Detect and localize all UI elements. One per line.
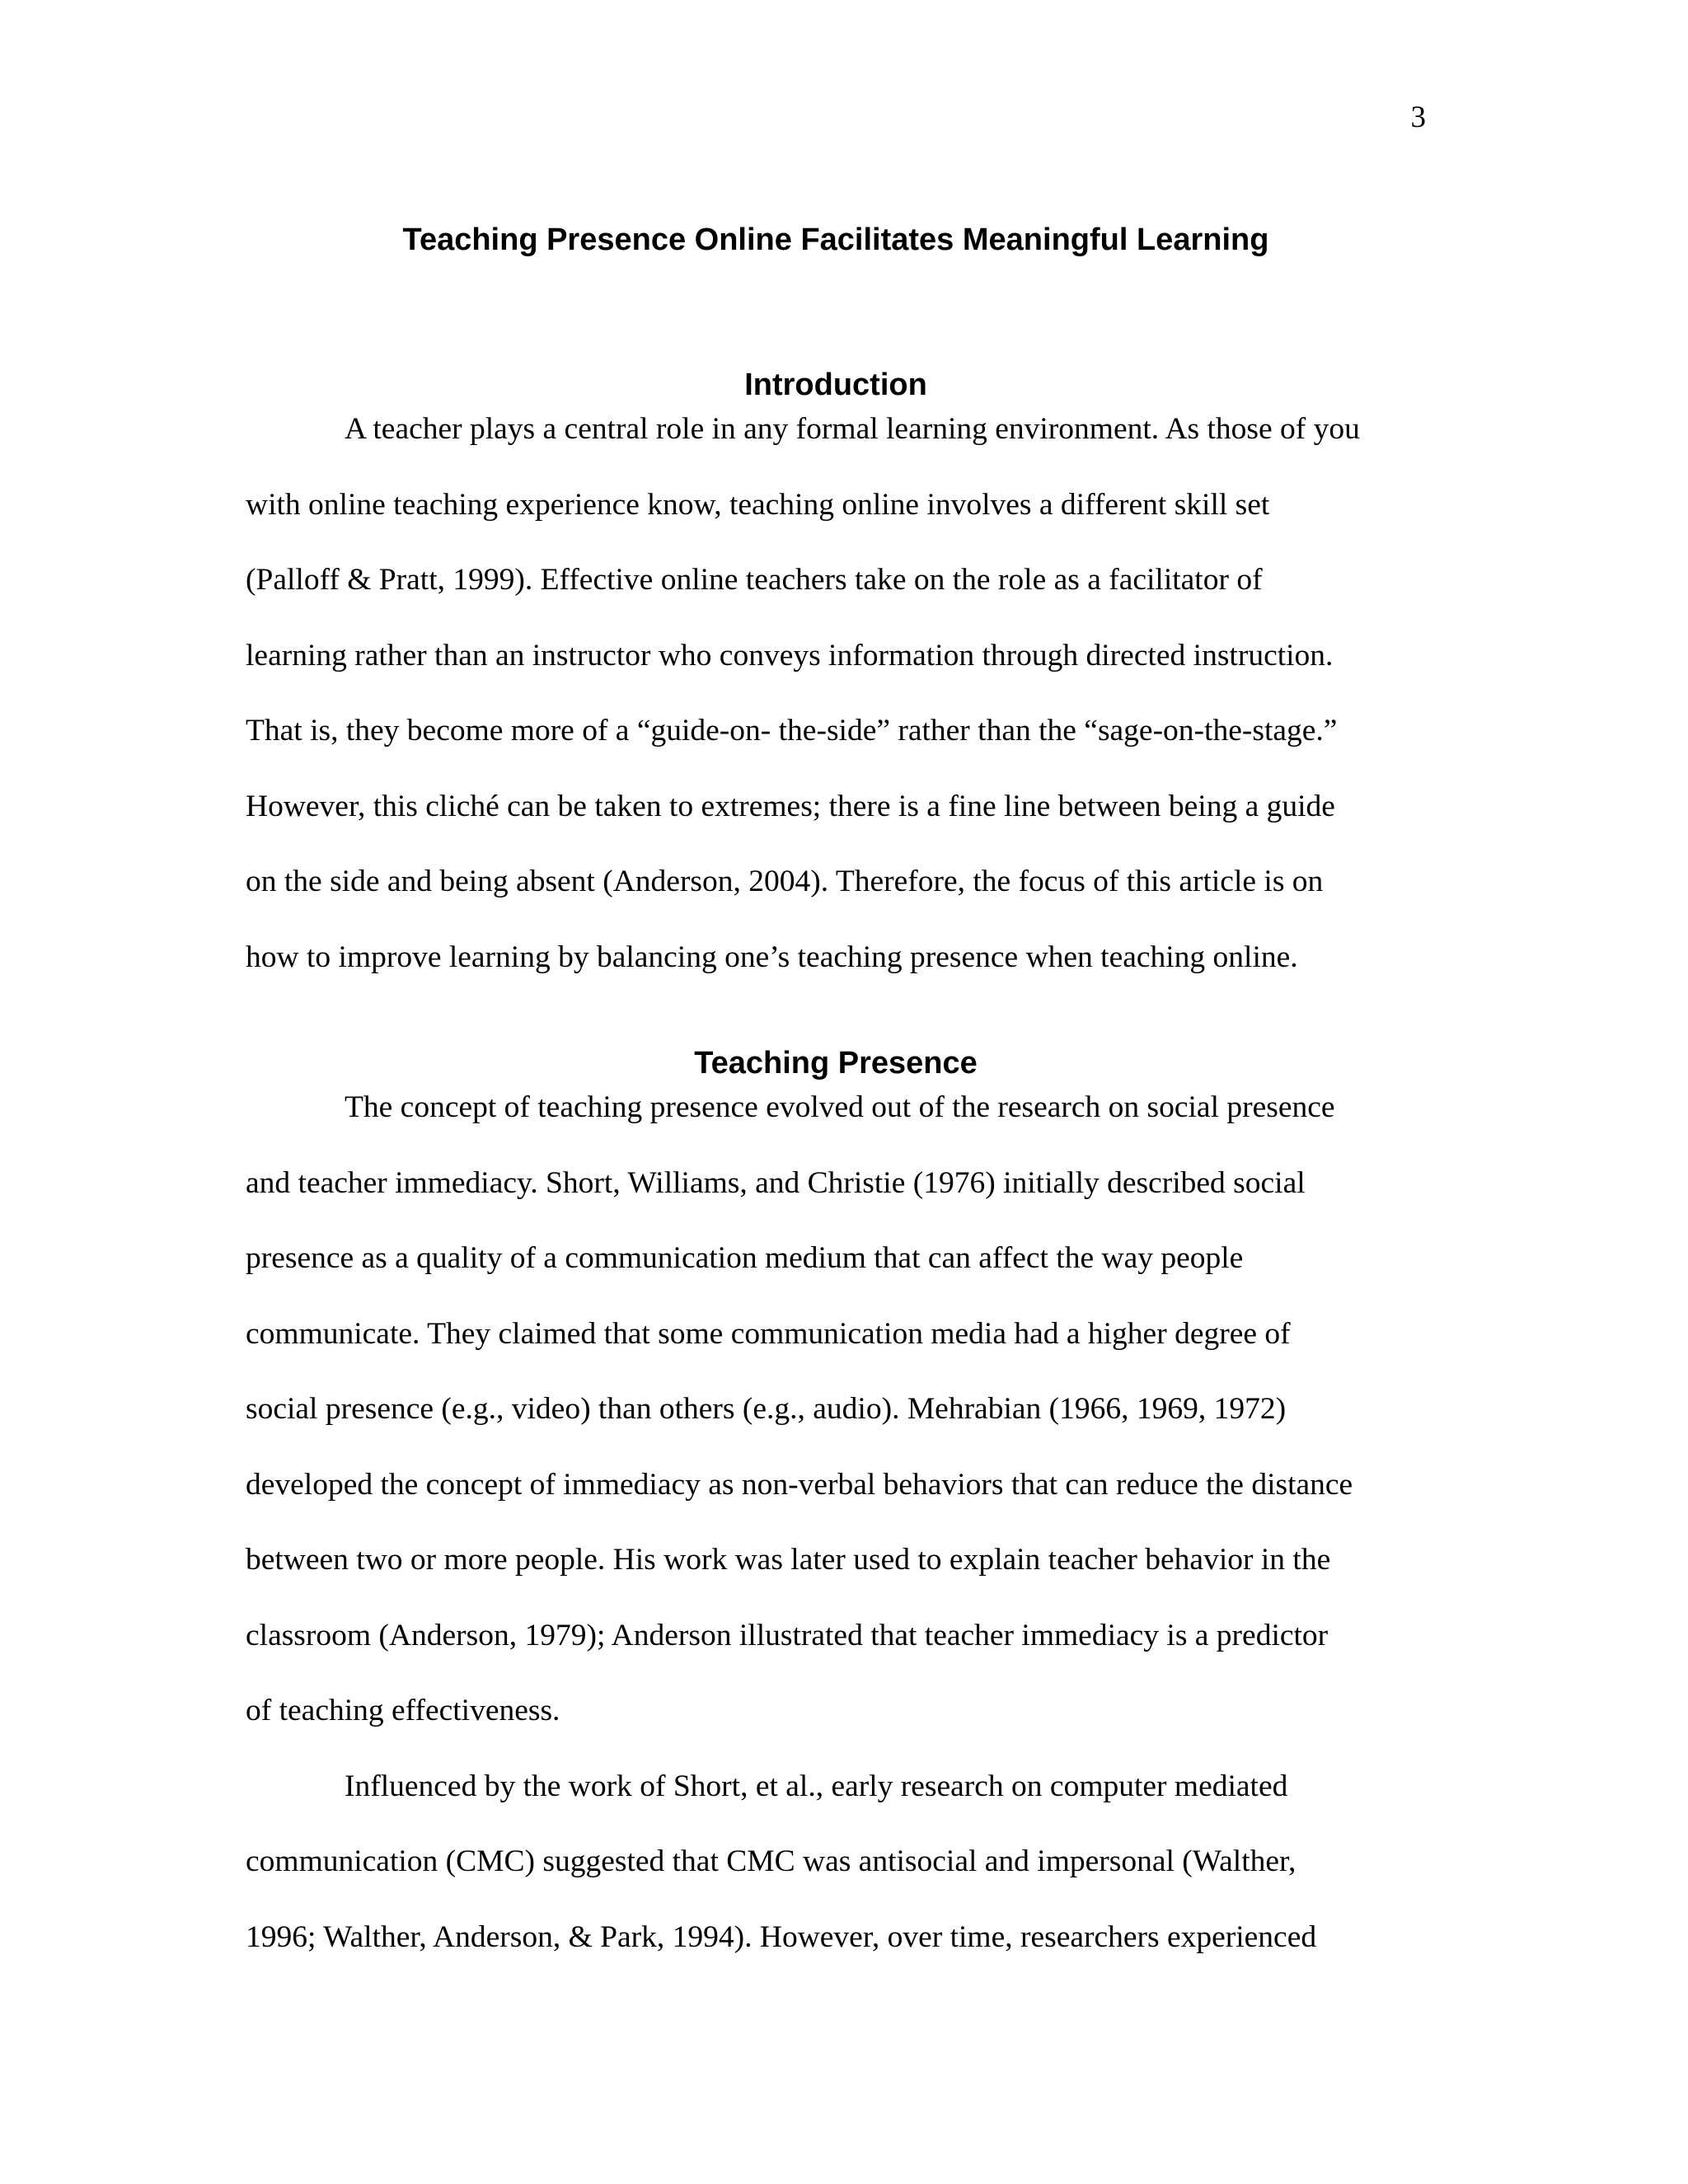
paragraph-line: how to improve learning by balancing one’s teaching presence when teaching online. [246, 940, 1298, 974]
paragraph-line: and teacher immediacy. Short, Williams, and Christie (1976) initially described social [246, 1165, 1306, 1200]
paragraph-line: social presence (e.g., video) than others (e.g., audio). Mehrabian (1966, 1969, 1972) [246, 1392, 1287, 1426]
introduction-paragraph [246, 408, 1426, 1011]
paragraph-line: The concept of teaching presence evolved out of the research on social presence [345, 1090, 1335, 1124]
paragraph-line: However, this cliché can be taken to extremes; there is a fine line between being a guide [246, 789, 1335, 823]
paragraph-line: on the side and being absent (Anderson, 2004). Therefore, the focus of this article is on [246, 865, 1324, 898]
section-heading-introduction: Introduction [744, 368, 927, 402]
paragraph-line: communication (CMC) suggested that CMC was antisocial and impersonal (Walther, [246, 1844, 1296, 1878]
paragraph-line: presence as a quality of a communication medium that can affect the way people [246, 1241, 1244, 1275]
section-heading-teaching-presence: Teaching Presence [694, 1046, 978, 1080]
paragraph-line: That is, they become more of a “guide-on- the-side” rather than the “sage-on-the-stage.” [246, 714, 1338, 748]
paragraph-line: classroom (Anderson, 1979); Anderson illustrated that teacher immediacy is a predictor [246, 1618, 1329, 1652]
paragraph-line: of teaching effectiveness. [246, 1694, 560, 1727]
paragraph-line: Influenced by the work of Short, et al., early research on computer mediated [345, 1769, 1288, 1803]
paragraph-line: communicate. They claimed that some communication media had a higher degree of [246, 1316, 1291, 1351]
teaching-presence-paragraphs [246, 1086, 1426, 1991]
paragraph-line: between two or more people. His work was later used to explain teacher behavior in the [246, 1543, 1331, 1577]
paragraph-line: (Palloff & Pratt, 1999). Effective online teachers take on the role as a facilitator of [246, 563, 1263, 597]
paragraph-line: A teacher plays a central role in any formal learning environment. As those of you [345, 412, 1360, 446]
paragraph-line: developed the concept of immediacy as non-verbal behaviors that can reduce the distance [246, 1467, 1353, 1502]
paragraph-line: learning rather than an instructor who conveys information through directed instruction. [246, 638, 1334, 673]
document-title: Teaching Presence Online Facilitates Meaningful Learning [402, 223, 1269, 257]
page-number: 3 [1410, 101, 1426, 134]
paragraph-line: 1996; Walther, Anderson, & Park, 1994). However, over time, researchers experienced [246, 1919, 1317, 1954]
paragraph-line: with online teaching experience know, teaching online involves a different skill set [246, 487, 1270, 522]
